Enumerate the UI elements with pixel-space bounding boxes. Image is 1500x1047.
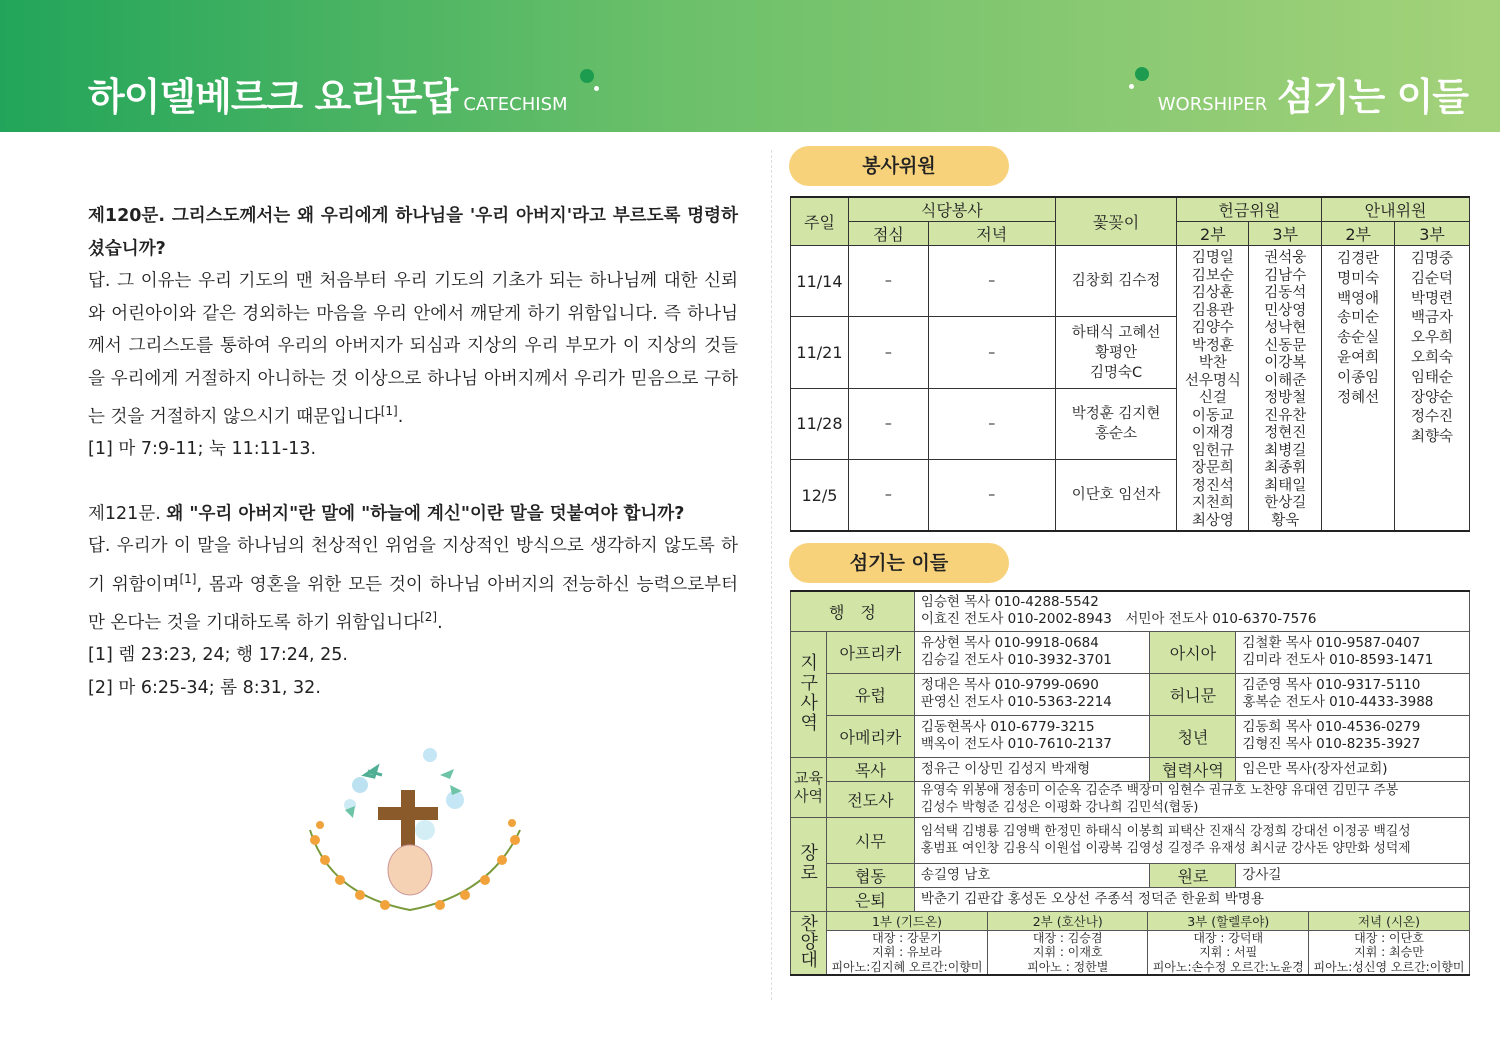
answer-121-ref-2: [2] (420, 610, 438, 625)
header-offering-2: 2부 (1177, 222, 1249, 246)
header-lunch: 점심 (848, 222, 928, 246)
header-offering-3: 3부 (1249, 222, 1322, 246)
row-lunch: – (848, 388, 928, 459)
reference-121-1: [1] 렘 23:23, 24; 행 17:24, 25. (88, 645, 348, 666)
answer-121-text-1: 답. 우리가 이 말을 하나님의 천상적인 위엄을 지상적인 방식으로 생각하지 않도록 하기 위함이며 (88, 536, 738, 595)
answer-120 (88, 265, 738, 433)
evangelist-names: 유영숙 위봉애 정송미 이순옥 김순주 백장미 임현수 권규호 노찬양 유대연 김민구 주봉 김성수 박형준 김성은 이평화 강나희 김민석(협동) (914, 781, 1469, 817)
answer-121-end: . (437, 612, 443, 633)
row-dinner: – (928, 317, 1055, 388)
youth-contacts: 김동희 목사 010-4536-0279 김형진 목사 010-8235-3927 (1236, 715, 1470, 757)
header-usher-3: 3부 (1395, 222, 1470, 246)
question-121-text: 왜 "우리 아버지"란 말에 "하늘에 계신"이란 말을 덧붙여야 합니까? (166, 503, 685, 524)
row-date: 12/5 (791, 460, 849, 531)
row-date: 11/28 (791, 388, 849, 459)
europe-contacts: 정대은 목사 010-9799-0690 판영신 전도사 010-5363-2214 (914, 673, 1150, 715)
edu-label: 교육사역 (791, 757, 827, 817)
usher-3-names: 김명중 김순덕 박명련 백금자 오우희 오희숙 임태순 장양순 정수진 최향숙 (1395, 246, 1470, 532)
choir-label: 찬양대 (791, 911, 827, 975)
row-flower: 하태식 고혜선 황평안 김명숙C (1055, 317, 1177, 388)
decor-dot-icon (580, 69, 594, 83)
africa-contacts: 유상현 목사 010-9918-0684 김승길 전도사 010-3932-3701 (914, 631, 1150, 673)
admin-line-1: 임승현 목사 010-4288-5542 (920, 594, 1099, 611)
emeritus-elder-names: 강사길 (1236, 863, 1470, 887)
choir-3-name: 3부 (할렐루야) (1148, 912, 1309, 931)
question-121-number: 제121문. (88, 503, 161, 524)
admin-label: 행 정 (791, 591, 915, 631)
usher-2-names: 김경란 명미숙 백영애 송미순 송순실 윤여희 이종임 정혜선 (1322, 246, 1395, 532)
district-label: 지구사역 (791, 631, 827, 757)
cross-prayer-illustration (290, 745, 540, 915)
row-flower: 박정훈 김지현 홍순소 (1055, 388, 1177, 459)
choir-3-members: 대장 : 강덕태 지휘 : 서필 피아노:손수정 오르간:노윤경 (1148, 930, 1309, 974)
decor-dot-small-icon (1129, 84, 1134, 89)
asia-contacts: 김철환 목사 010-9587-0407 김미라 전도사 010-8593-1471 (1236, 631, 1470, 673)
decor-dot-icon (1135, 67, 1149, 81)
answer-120-text: 답. 그 이유는 우리 기도의 맨 처음부터 우리 기도의 기초가 되는 하나님께 대한 신뢰와 어린아이와 같은 경외하는 마음을 우리 안에서 깨닫게 하기 위함입니다. 즉 하나님께서 그리스도를 통하여 우리의 아버지가 되심과 지상의 우리 부모가 이 지상의 것들을 우리에게 거절하지 아니하는 것 이상으로 하나님 아버지께서 우리가 믿음으로 구하는 것을 거절하지 않으시기 때문입니다 (88, 271, 738, 427)
choir-1-members: 대장 : 강문기 지휘 : 유보라 피아노:김지혜 오르간:이향미 (827, 930, 988, 974)
youth-label: 청년 (1150, 715, 1236, 757)
coop-label: 협력사역 (1150, 757, 1236, 781)
europe-label: 유럽 (826, 673, 914, 715)
choir-table (827, 912, 1469, 975)
asia-label: 아시아 (1150, 631, 1236, 673)
catechism-heading (88, 66, 568, 121)
admin-line-2: 이효진 전도사 010-2002-8943 서민아 전도사 010-6370-7576 (920, 611, 1317, 628)
question-121 (88, 498, 738, 531)
row-dinner: – (928, 246, 1055, 317)
catechism-subtitle: CATECHISM (463, 94, 568, 115)
row-lunch: – (848, 317, 928, 388)
volunteer-table (790, 196, 1470, 532)
answer-121 (88, 530, 738, 639)
answer-121-text-2: , 몸과 영혼을 위한 모든 것이 하나님 아버지의 전능하신 능력으로부터만 온다는 것을 기대하도록 하기 위함입니다 (88, 574, 738, 633)
america-label: 아메리카 (826, 715, 914, 757)
retired-elder-names: 박춘기 김판갑 홍성돈 오상선 주종석 정덕준 한윤희 박명용 (914, 887, 1469, 911)
row-dinner: – (928, 388, 1055, 459)
row-flower: 김창회 김수정 (1055, 246, 1177, 317)
header-flower: 꽃꽂이 (1055, 197, 1177, 246)
choir-4-members: 대장 : 이단호 지휘 : 최승만 피아노:성신영 오르간:이향미 (1313, 930, 1465, 974)
header-usher-2: 2부 (1322, 222, 1395, 246)
assoc-elder-names: 송길영 남호 (914, 863, 1150, 887)
worshiper-title: 섬기는 이들 (1277, 75, 1468, 119)
row-lunch: – (848, 460, 928, 531)
pastor-label: 목사 (826, 757, 914, 781)
evangelist-label: 전도사 (826, 781, 914, 817)
header-sunday: 주일 (791, 197, 849, 246)
row-lunch: – (848, 246, 928, 317)
decor-dot-small-icon (594, 86, 599, 91)
row-dinner: – (928, 460, 1055, 531)
pastor-names: 정유근 이상민 김성지 박재형 (914, 757, 1150, 781)
admin-contacts (914, 591, 1469, 631)
column-divider (771, 150, 772, 1000)
choir-2-members: 대장 : 김승겸 지휘 : 이재호 피아노 : 정한별 (987, 930, 1148, 974)
hermon-label: 허니문 (1150, 673, 1236, 715)
choir-2-name: 2부 (호산나) (987, 912, 1148, 931)
choir-1-name: 1부 (기드온) (827, 912, 988, 931)
hermon-contacts: 김준영 목사 010-9317-5110 홍복순 전도사 010-4433-3988 (1236, 673, 1470, 715)
answer-120-end: . (397, 406, 404, 427)
retired-elder-label: 은퇴 (826, 887, 914, 911)
header-banner (0, 0, 1500, 132)
volunteer-section-title: 봉사위원 (789, 146, 1009, 186)
answer-120-ref: [1] (380, 404, 398, 418)
row-date: 11/14 (791, 246, 849, 317)
worshipers-table (790, 590, 1470, 976)
offering-3-names: 권석웅 김남수 김동석 민상영 성낙현 신동문 이강복 이해준 정방철 진유찬 정현진 최병길 최종휘 최태일 한상길 황욱 (1249, 246, 1322, 532)
row-flower: 이단호 임선자 (1055, 460, 1177, 531)
choir-grid (826, 911, 1469, 975)
row-date: 11/21 (791, 317, 849, 388)
header-usher: 안내위원 (1322, 197, 1470, 222)
reference-120: [1] 마 7:9-11; 눅 11:11-13. (88, 439, 317, 460)
assoc-elder-label: 협동 (826, 863, 914, 887)
offering-2-names: 김명일 김보순 김상훈 김용관 김양수 박정훈 박찬 선우명식 신걸 이동교 이재경 임헌규 장문희 정진석 지천희 최상영 (1177, 246, 1249, 532)
question-120: 제120문. 그리스도께서는 왜 우리에게 하나님을 '우리 아버지'라고 부르도록 명령하셨습니까? (88, 206, 738, 259)
catechism-title: 하이델베르크 요리문답 (88, 75, 458, 119)
catechism-body (88, 200, 738, 704)
worshiper-subtitle: WORSHIPER (1157, 94, 1268, 115)
answer-121-ref-1: [1] (179, 571, 197, 586)
header-meal: 식당봉사 (848, 197, 1055, 222)
america-contacts: 김동현목사 010-6779-3215 백옥이 전도사 010-7610-2137 (914, 715, 1150, 757)
reference-121-2: [2] 마 6:25-34; 롬 8:31, 32. (88, 677, 321, 698)
worshipers-section-title: 섬기는 이들 (789, 543, 1009, 583)
header-offering: 헌금위원 (1177, 197, 1322, 222)
africa-label: 아프리카 (826, 631, 914, 673)
header-dinner: 저녁 (928, 222, 1055, 246)
active-elder-label: 시무 (826, 817, 914, 863)
coop-names: 임은만 목사(장자선교회) (1236, 757, 1470, 781)
choir-4-name: 저녁 (시온) (1308, 912, 1469, 931)
active-elder-names: 임석택 김병룡 김영백 한정민 하태식 이봉희 피택산 진재식 강정희 강대선 이정공 백길성 홍범표 여인창 김용식 이원섭 이광복 김영성 길정주 유재성 최시균 강사돈 양만화 성덕제 (914, 817, 1469, 863)
worshiper-heading (1158, 66, 1468, 121)
emeritus-elder-label: 원로 (1150, 863, 1236, 887)
elder-label: 장로 (791, 817, 827, 911)
